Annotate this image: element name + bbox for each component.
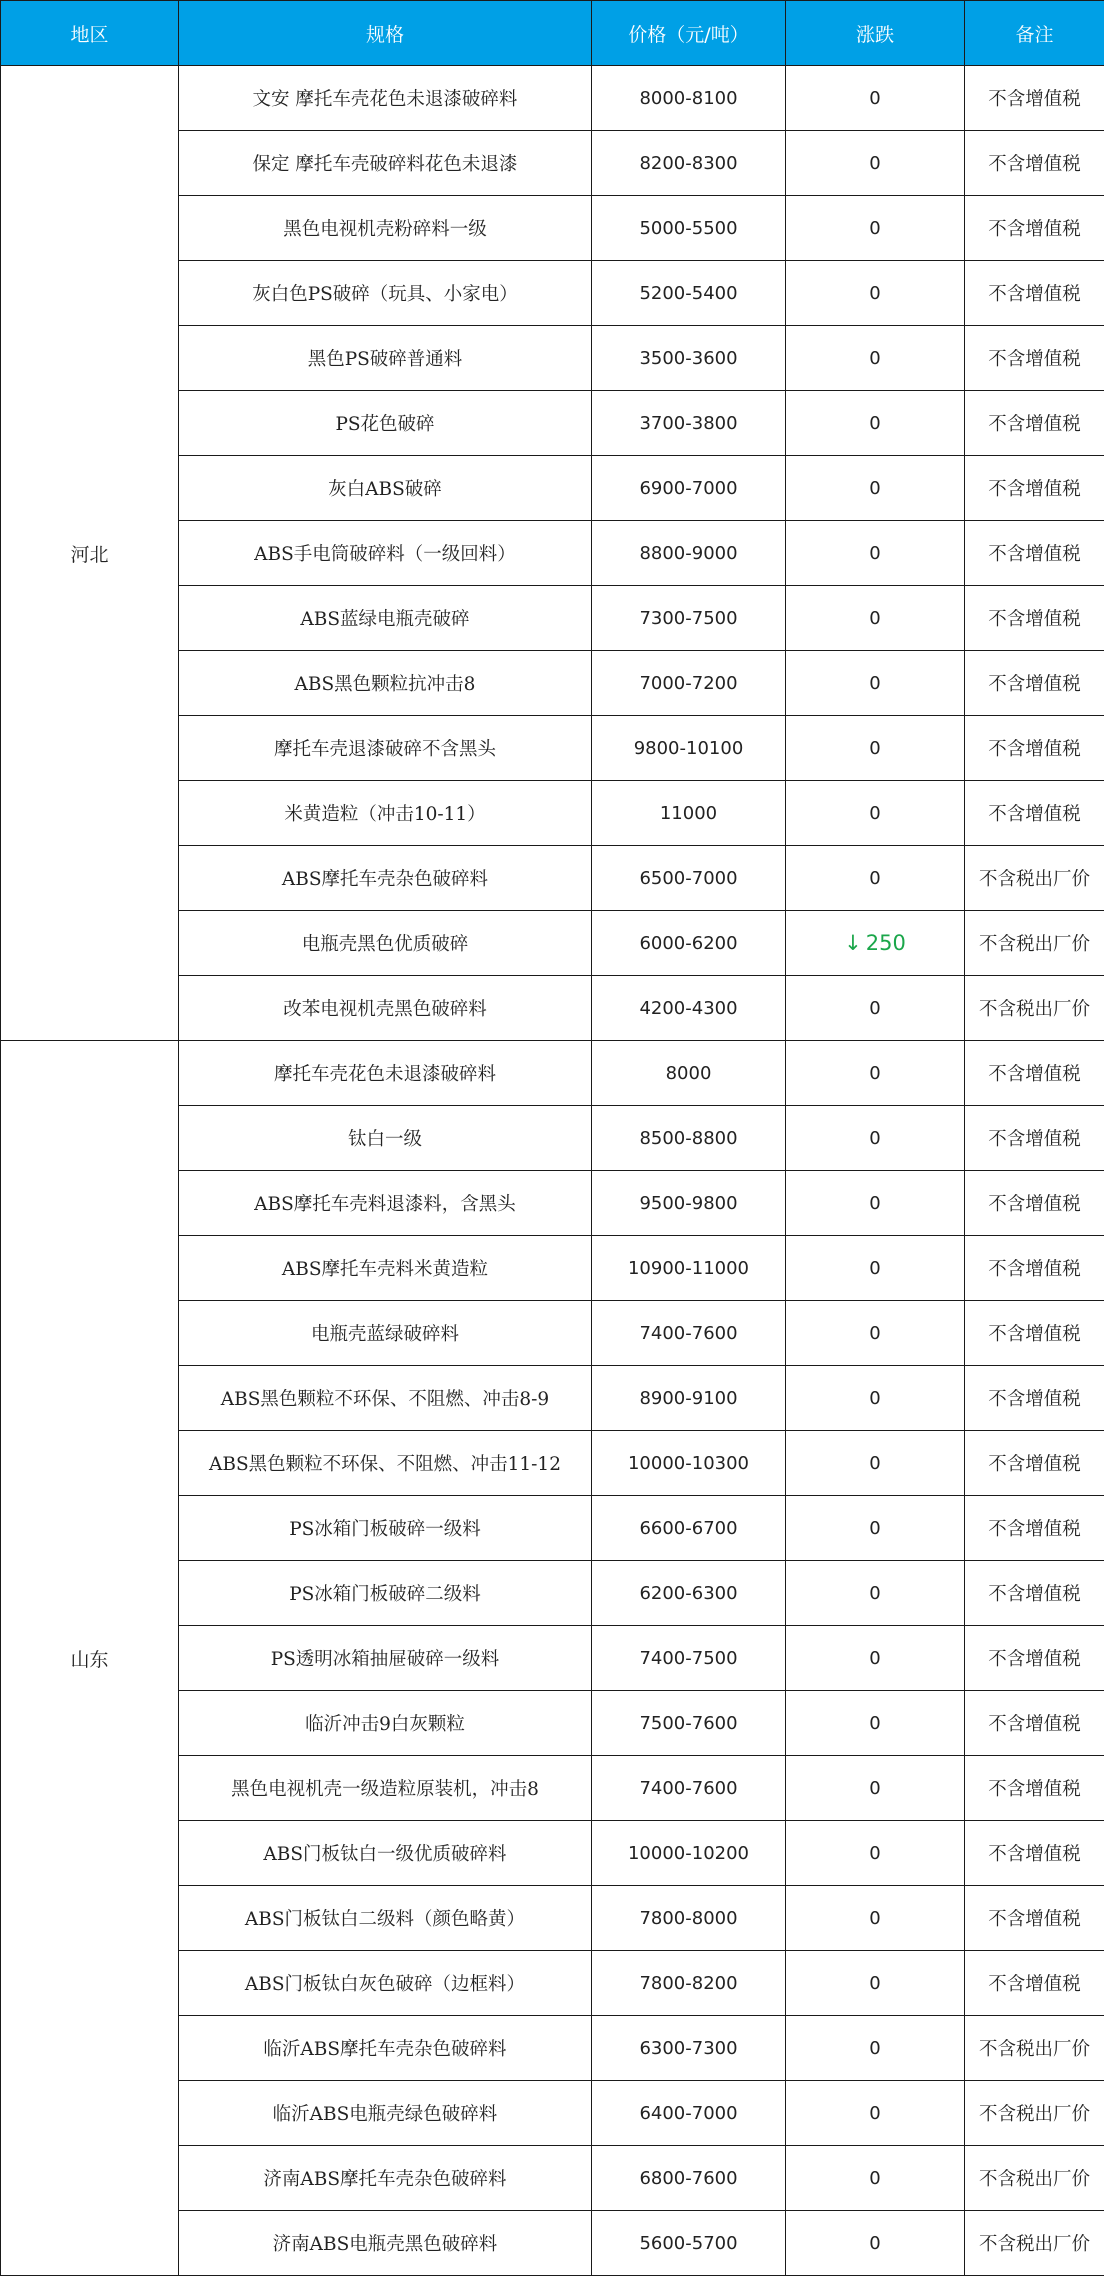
change-cell: 0 — [786, 66, 965, 131]
change-cell: 0 — [786, 1301, 965, 1366]
price-cell: 7800-8200 — [592, 1951, 786, 2016]
spec-cell: ABS手电筒破碎料（一级回料） — [179, 521, 592, 586]
note-cell: 不含增值税 — [965, 1691, 1104, 1756]
price-cell: 9800-10100 — [592, 716, 786, 781]
change-cell: 0 — [786, 1366, 965, 1431]
change-cell: 0 — [786, 456, 965, 521]
spec-cell: ABS黑色颗粒不环保、不阻燃、冲击11-12 — [179, 1431, 592, 1496]
spec-cell: 米黄造粒（冲击10-11） — [179, 781, 592, 846]
note-cell: 不含增值税 — [965, 716, 1104, 781]
change-cell: 0 — [786, 1626, 965, 1691]
change-cell: 0 — [786, 1106, 965, 1171]
note-cell: 不含增值税 — [965, 1756, 1104, 1821]
change-cell: 0 — [786, 1691, 965, 1756]
header-note: 备注 — [965, 1, 1104, 66]
spec-cell: ABS蓝绿电瓶壳破碎 — [179, 586, 592, 651]
spec-cell: PS花色破碎 — [179, 391, 592, 456]
note-cell: 不含增值税 — [965, 131, 1104, 196]
change-cell: 0 — [786, 651, 965, 716]
spec-cell: 济南ABS摩托车壳杂色破碎料 — [179, 2146, 592, 2211]
spec-cell: 黑色电视机壳一级造粒原装机，冲击8 — [179, 1756, 592, 1821]
price-cell: 6500-7000 — [592, 846, 786, 911]
price-cell: 3700-3800 — [592, 391, 786, 456]
price-cell: 5200-5400 — [592, 261, 786, 326]
spec-cell: 黑色电视机壳粉碎料一级 — [179, 196, 592, 261]
table-body — [1, 66, 1104, 2276]
change-cell: 0 — [786, 1496, 965, 1561]
spec-cell: ABS摩托车壳料退漆料，含黑头 — [179, 1171, 592, 1236]
note-cell: 不含增值税 — [965, 1106, 1104, 1171]
change-cell: 0 — [786, 716, 965, 781]
note-cell: 不含增值税 — [965, 1886, 1104, 1951]
spec-cell: ABS门板钛白灰色破碎（边框料） — [179, 1951, 592, 2016]
spec-cell: ABS门板钛白二级料（颜色略黄） — [179, 1886, 592, 1951]
note-cell: 不含增值税 — [965, 1821, 1104, 1886]
price-cell: 8000 — [592, 1041, 786, 1106]
region-cell: 山东 — [1, 1041, 179, 2276]
change-cell: 0 — [786, 1561, 965, 1626]
price-cell: 7400-7600 — [592, 1756, 786, 1821]
change-cell: 0 — [786, 1821, 965, 1886]
spec-cell: 改苯电视机壳黑色破碎料 — [179, 976, 592, 1041]
price-cell: 6200-6300 — [592, 1561, 786, 1626]
change-amount: 250 — [866, 931, 906, 955]
spec-cell: 保定 摩托车壳破碎料花色未退漆 — [179, 131, 592, 196]
note-cell: 不含增值税 — [965, 1301, 1104, 1366]
price-cell: 6000-6200 — [592, 911, 786, 976]
note-cell: 不含增值税 — [965, 1431, 1104, 1496]
spec-cell: ABS摩托车壳料米黄造粒 — [179, 1236, 592, 1301]
price-cell: 8500-8800 — [592, 1106, 786, 1171]
price-cell: 6800-7600 — [592, 2146, 786, 2211]
note-cell: 不含税出厂价 — [965, 2016, 1104, 2081]
spec-cell: 摩托车壳退漆破碎不含黑头 — [179, 716, 592, 781]
header-spec: 规格 — [179, 1, 592, 66]
note-cell: 不含增值税 — [965, 651, 1104, 716]
note-cell: 不含税出厂价 — [965, 2146, 1104, 2211]
change-cell: 0 — [786, 196, 965, 261]
change-cell: 0 — [786, 1951, 965, 2016]
change-cell: 0 — [786, 261, 965, 326]
table-header — [1, 1, 1104, 66]
change-cell: 0 — [786, 391, 965, 456]
spec-cell: 电瓶壳黑色优质破碎 — [179, 911, 592, 976]
price-cell: 10000-10200 — [592, 1821, 786, 1886]
spec-cell: PS透明冰箱抽屉破碎一级料 — [179, 1626, 592, 1691]
price-cell: 11000 — [592, 781, 786, 846]
note-cell: 不含增值税 — [965, 1951, 1104, 2016]
spec-cell: 钛白一级 — [179, 1106, 592, 1171]
spec-cell: 临沂冲击9白灰颗粒 — [179, 1691, 592, 1756]
change-cell: 0 — [786, 1236, 965, 1301]
change-cell: 0 — [786, 1886, 965, 1951]
spec-cell: 临沂ABS摩托车壳杂色破碎料 — [179, 2016, 592, 2081]
price-cell: 6600-6700 — [592, 1496, 786, 1561]
price-cell: 8200-8300 — [592, 131, 786, 196]
note-cell: 不含增值税 — [965, 66, 1104, 131]
price-cell: 8000-8100 — [592, 66, 786, 131]
note-cell: 不含税出厂价 — [965, 2081, 1104, 2146]
note-cell: 不含增值税 — [965, 261, 1104, 326]
header-region: 地区 — [1, 1, 179, 66]
note-cell: 不含增值税 — [965, 326, 1104, 391]
spec-cell: 灰白ABS破碎 — [179, 456, 592, 521]
change-cell: 0 — [786, 521, 965, 586]
change-cell: 0 — [786, 326, 965, 391]
change-cell: 0 — [786, 781, 965, 846]
change-cell: 0 — [786, 2081, 965, 2146]
note-cell: 不含税出厂价 — [965, 976, 1104, 1041]
change-cell: 0 — [786, 586, 965, 651]
spec-cell: ABS摩托车壳杂色破碎料 — [179, 846, 592, 911]
spec-cell: 临沂ABS电瓶壳绿色破碎料 — [179, 2081, 592, 2146]
price-cell: 10000-10300 — [592, 1431, 786, 1496]
note-cell: 不含增值税 — [965, 1366, 1104, 1431]
change-down-value — [844, 931, 906, 955]
spec-cell: PS冰箱门板破碎一级料 — [179, 1496, 592, 1561]
price-cell: 3500-3600 — [592, 326, 786, 391]
note-cell: 不含税出厂价 — [965, 846, 1104, 911]
price-cell: 6900-7000 — [592, 456, 786, 521]
spec-cell: 灰白色PS破碎（玩具、小家电） — [179, 261, 592, 326]
header-change: 涨跌 — [786, 1, 965, 66]
price-cell: 6400-7000 — [592, 2081, 786, 2146]
price-cell: 10900-11000 — [592, 1236, 786, 1301]
note-cell: 不含增值税 — [965, 456, 1104, 521]
note-cell: 不含增值税 — [965, 1236, 1104, 1301]
price-cell: 6300-7300 — [592, 2016, 786, 2081]
note-cell: 不含增值税 — [965, 1171, 1104, 1236]
price-cell: 7400-7500 — [592, 1626, 786, 1691]
change-cell: 0 — [786, 1756, 965, 1821]
region-cell: 河北 — [1, 66, 179, 1041]
spec-cell: 电瓶壳蓝绿破碎料 — [179, 1301, 592, 1366]
note-cell: 不含增值税 — [965, 1561, 1104, 1626]
price-cell: 4200-4300 — [592, 976, 786, 1041]
change-cell: 0 — [786, 2211, 965, 2276]
price-cell: 5000-5500 — [592, 196, 786, 261]
spec-cell: 文安 摩托车壳花色未退漆破碎料 — [179, 66, 592, 131]
change-cell: 0 — [786, 1171, 965, 1236]
spec-cell: 济南ABS电瓶壳黑色破碎料 — [179, 2211, 592, 2276]
change-cell: 0 — [786, 1431, 965, 1496]
change-cell: 0 — [786, 976, 965, 1041]
spec-cell: ABS黑色颗粒不环保、不阻燃、冲击8-9 — [179, 1366, 592, 1431]
spec-cell: ABS黑色颗粒抗冲击8 — [179, 651, 592, 716]
price-cell: 7500-7600 — [592, 1691, 786, 1756]
price-cell: 8900-9100 — [592, 1366, 786, 1431]
price-cell: 7400-7600 — [592, 1301, 786, 1366]
arrow-down-icon: ↓ — [844, 931, 862, 955]
change-cell: 0 — [786, 2146, 965, 2211]
note-cell: 不含增值税 — [965, 1496, 1104, 1561]
price-cell: 7800-8000 — [592, 1886, 786, 1951]
note-cell: 不含增值税 — [965, 1041, 1104, 1106]
price-cell: 9500-9800 — [592, 1171, 786, 1236]
table-row — [1, 1041, 1104, 1106]
price-cell: 7300-7500 — [592, 586, 786, 651]
note-cell: 不含税出厂价 — [965, 2211, 1104, 2276]
price-cell: 7000-7200 — [592, 651, 786, 716]
change-cell: 0 — [786, 1041, 965, 1106]
price-cell: 5600-5700 — [592, 2211, 786, 2276]
spec-cell: ABS门板钛白一级优质破碎料 — [179, 1821, 592, 1886]
note-cell: 不含增值税 — [965, 586, 1104, 651]
note-cell: 不含增值税 — [965, 391, 1104, 456]
header-price: 价格（元/吨） — [592, 1, 786, 66]
spec-cell: 摩托车壳花色未退漆破碎料 — [179, 1041, 592, 1106]
spec-cell: PS冰箱门板破碎二级料 — [179, 1561, 592, 1626]
change-cell — [786, 911, 965, 976]
note-cell: 不含增值税 — [965, 781, 1104, 846]
change-cell: 0 — [786, 131, 965, 196]
note-cell: 不含税出厂价 — [965, 911, 1104, 976]
table-row — [1, 66, 1104, 131]
note-cell: 不含增值税 — [965, 1626, 1104, 1691]
note-cell: 不含增值税 — [965, 196, 1104, 261]
header-row — [1, 1, 1104, 66]
price-cell: 8800-9000 — [592, 521, 786, 586]
spec-cell: 黑色PS破碎普通料 — [179, 326, 592, 391]
note-cell: 不含增值税 — [965, 521, 1104, 586]
change-cell: 0 — [786, 846, 965, 911]
change-cell: 0 — [786, 2016, 965, 2081]
